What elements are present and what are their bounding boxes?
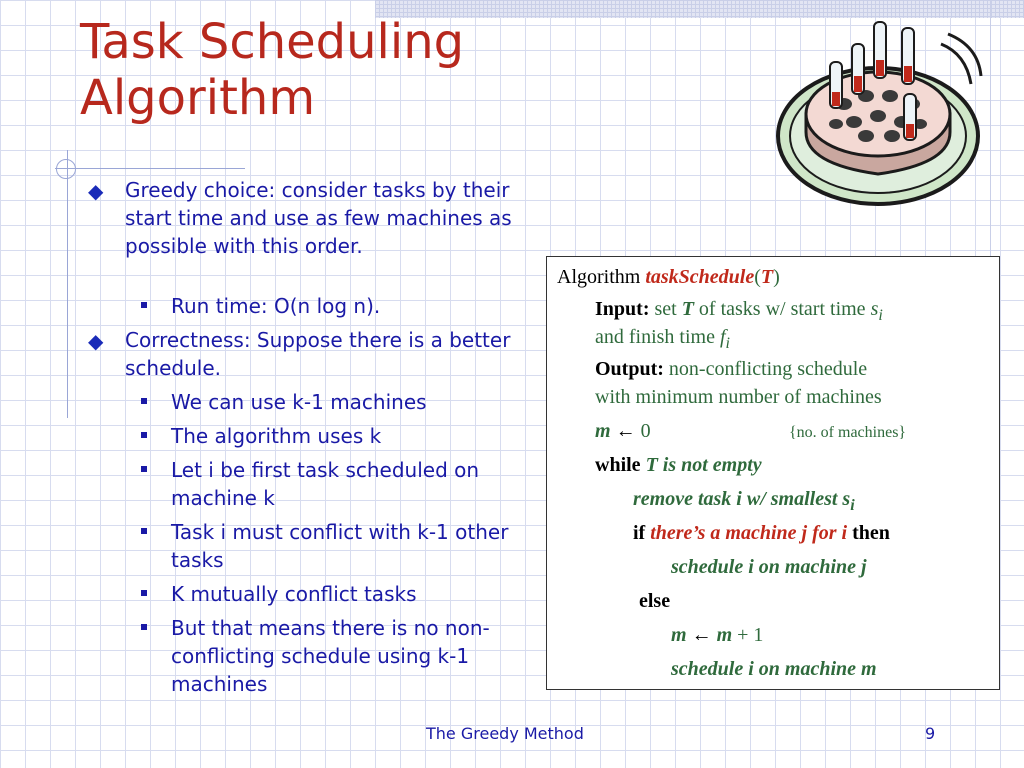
inc-expr-m: m [716, 624, 733, 646]
bullet-mutually-conflict: K mutually conflict tasks [171, 582, 417, 606]
slide-title [80, 14, 464, 126]
input-T: T [681, 298, 694, 320]
algo-schedule-j [671, 555, 867, 579]
schedule-j-text: schedule i on machine j [671, 556, 867, 578]
init-zero: 0 [640, 420, 651, 442]
algo-schedule-m [671, 657, 877, 681]
algo-input-line-2 [595, 325, 730, 356]
output-label: Output: [595, 358, 664, 380]
algorithm-box [546, 256, 1000, 690]
algo-keyword: Algorithm [557, 266, 641, 288]
diamond-bullet-icon: ◆ [88, 329, 104, 353]
inc-plus: + 1 [737, 624, 764, 646]
bullet-greedy-choice: Greedy choice: consider tasks by their start time and use as few machines as possible with this order. [125, 178, 512, 258]
output-rest: non-conflicting schedule [668, 358, 868, 380]
square-bullet-icon [141, 398, 147, 404]
arrow-left-icon: ← [691, 624, 712, 646]
bullet-task-conflict: Task i must conflict with k-1 other tasks [171, 520, 509, 572]
algo-header [557, 265, 780, 289]
then-keyword: then [852, 522, 890, 544]
decor-horizontal-line [55, 168, 245, 169]
diamond-bullet-icon: ◆ [88, 179, 104, 203]
square-bullet-icon [141, 624, 147, 630]
input-sub-i2: i [725, 335, 730, 352]
bullet-correctness: Correctness: Suppose there is a better schedule. [125, 328, 511, 380]
algo-init-line [595, 419, 651, 443]
title-line-1: Task Scheduling [80, 14, 465, 70]
if-condition: there’s a machine j for i [650, 522, 848, 544]
title-line-2: Algorithm [80, 70, 316, 126]
petri-dish-test-tubes-icon [766, 14, 986, 214]
input-rest: of tasks w/ start time [698, 298, 866, 320]
output-line2: with minimum number of machines [595, 386, 882, 408]
square-bullet-icon [141, 590, 147, 596]
decor-circle [56, 159, 76, 179]
decor-vertical-line [67, 150, 68, 418]
input-line2: and finish time [595, 326, 715, 348]
schedule-m-text: schedule i on machine m [671, 658, 877, 680]
bullet-first-task: Let i be first task scheduled on machine k [171, 458, 480, 510]
footer-title: The Greedy Method [426, 724, 584, 743]
input-f: f [719, 326, 726, 348]
square-bullet-icon [141, 528, 147, 534]
remove-sub: i [850, 497, 855, 514]
algo-output-line-1 [595, 357, 867, 381]
bullet-algorithm-uses-k: The algorithm uses k [171, 424, 382, 448]
page-number: 9 [925, 724, 936, 743]
while-keyword: while [595, 454, 641, 476]
algo-input-line-1 [595, 297, 883, 328]
else-keyword: else [639, 590, 671, 612]
algo-init-comment: {no. of machines} [789, 424, 907, 441]
remove-text: remove task i w/ smallest s [633, 488, 851, 510]
if-keyword: if [633, 522, 646, 544]
algo-if-line [633, 521, 890, 545]
algo-paren-open: ( [754, 266, 761, 288]
input-s: s [870, 298, 879, 320]
inc-m: m [671, 624, 687, 646]
input-sub-i: i [878, 307, 883, 324]
input-label: Input: [595, 298, 650, 320]
algo-else-line [639, 589, 670, 613]
while-condition: T is not empty [645, 454, 762, 476]
square-bullet-icon [141, 302, 147, 308]
algo-name: taskSchedule [645, 266, 755, 288]
init-m: m [595, 420, 611, 442]
algo-remove-line [633, 487, 855, 518]
algo-paren-close: ) [773, 266, 780, 288]
algo-while-line [595, 453, 762, 477]
bullet-no-schedule: But that means there is no non-conflicting schedule using k-1 machines [171, 616, 490, 696]
algo-param: T [760, 266, 774, 288]
algo-increment-line [671, 623, 763, 647]
square-bullet-icon [141, 466, 147, 472]
bullet-run-time: Run time: O(n log n). [171, 294, 381, 318]
arrow-left-icon: ← [615, 420, 636, 442]
input-set: set [654, 298, 677, 320]
bullet-k-minus-1: We can use k-1 machines [171, 390, 427, 414]
algo-output-line-2 [595, 385, 882, 409]
square-bullet-icon [141, 432, 147, 438]
